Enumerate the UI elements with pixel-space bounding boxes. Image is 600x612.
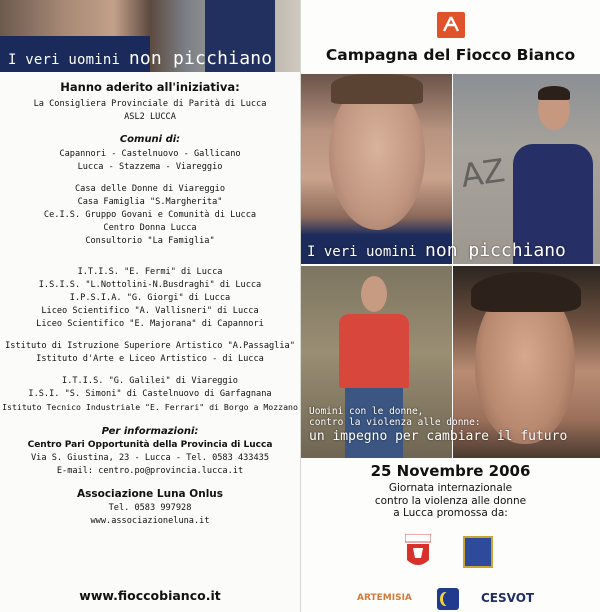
info-email[interactable]: E-mail: centro.po@provincia.lucca.it [56, 466, 244, 476]
desc-line: a Lucca promossa da: [393, 507, 508, 519]
school-item: Istituto di Istruzione Superiore Artistico "A.Passaglia" [5, 341, 295, 351]
desc-line: contro la violenza alle donne [374, 494, 527, 507]
luna-name: Associazione Luna Onlus [76, 488, 224, 500]
campaign-title: Campagna del Fiocco Bianco [325, 46, 576, 64]
adhered-line: La Consigliera Provinciale di Parità di Lucca [33, 99, 267, 109]
regione-toscana-logo-icon [405, 534, 431, 570]
right-panel [301, 0, 600, 612]
graffiti-text: AZ [458, 151, 508, 195]
photo-man-arms-crossed [453, 74, 600, 264]
caption-line-3: un impegno per cambiare il futuro [309, 429, 568, 444]
school-item: Istituto Tecnico Industriale "E. Ferrari" di Borgo a Mozzano [2, 402, 298, 412]
association-item: Ce.I.S. Gruppo Govani e Comunità di Lucca [43, 210, 257, 220]
tshirt-shape [339, 314, 409, 388]
comuni-line: Lucca - Stazzema - Viareggio [77, 162, 223, 172]
luna-tel: Tel. 0583 997928 [108, 503, 192, 513]
event-date: 25 Novembre 2006 [370, 462, 531, 480]
right-slogan [307, 240, 566, 261]
info-org: Centro Pari Opportunità della Provincia di Lucca [27, 440, 273, 450]
caption-line-1: Uomini con le donne, [309, 406, 424, 417]
luna-web[interactable]: www.associazioneluna.it [90, 516, 210, 526]
footer-url[interactable]: www.fioccobianco.it [79, 588, 221, 603]
comuni-line: Capannori - Castelnuovo - Gallicano [59, 149, 241, 159]
right-slogan-small: I veri uomini [307, 244, 417, 260]
schools-list-3 [0, 375, 300, 414]
left-slogan [8, 48, 272, 69]
schools-list-2 [0, 340, 300, 366]
school-item: I.S.I.S. "L.Nottolini-N.Busdraghi" di Lucca [38, 280, 262, 290]
info-heading: Per informazioni: [101, 426, 199, 437]
hair-shape [331, 74, 423, 104]
school-item: Istituto d'Arte e Liceo Artistico - di Lucca [36, 354, 264, 364]
left-header-photo [0, 0, 300, 72]
school-item: I.P.S.I.A. "G. Giorgi" di Lucca [69, 293, 231, 303]
school-item: I.T.I.S. "G. Galilei" di Viareggio [62, 376, 238, 386]
desc-line: Giornata internazionale [388, 482, 513, 494]
school-item: I.S.I. "S. Simoni" di Castelnuovo di Garfagnana [28, 389, 272, 399]
caption-line-2: contro la violenza alle donne: [309, 417, 481, 428]
comuni-heading: Comuni di: [119, 134, 181, 145]
associations-list [0, 183, 300, 248]
left-body [0, 80, 300, 528]
left-slogan-big: non picchiano [128, 48, 273, 69]
hair-shape [471, 272, 581, 312]
head-shape [361, 276, 387, 312]
luna-moon-logo-icon [437, 588, 459, 610]
schools-list-1 [0, 266, 300, 331]
fiocco-logo-icon [437, 12, 465, 38]
photo-man-closeup [301, 74, 452, 264]
association-item: Casa delle Donne di Viareggio [74, 184, 226, 194]
adhered-heading: Hanno aderito all'iniziativa: [60, 80, 240, 94]
right-slogan-big: non picchiano [425, 240, 566, 261]
adhered-line: ASL2 LUCCA [124, 112, 176, 122]
hair-shape [538, 86, 570, 100]
adhered-list [0, 98, 300, 124]
school-item: Liceo Scientifico "A. Vallisneri" di Lucca [41, 306, 259, 316]
association-item: Consultorio "La Famiglia" [85, 236, 215, 246]
sponsor-logos [301, 586, 600, 612]
school-item: Liceo Scientifico "E. Majorana" di Capannori [36, 319, 264, 329]
photo-caption [309, 406, 567, 446]
info-address: Via S. Giustina, 23 - Lucca - Tel. 0583 433435 [31, 453, 269, 463]
cesvot-logo: CESVOT [481, 591, 535, 605]
association-item: Casa Famiglia "S.Margherita" [77, 197, 223, 207]
artemisia-logo: ARTEMISIA [357, 593, 412, 603]
school-item: I.T.I.S. "E. Fermi" di Lucca [77, 267, 223, 277]
left-slogan-small: I veri uomini [8, 52, 121, 68]
association-item: Centro Donna Lucca [103, 223, 197, 233]
provincia-lucca-logo-icon [463, 536, 493, 568]
event-description [301, 482, 600, 520]
comuni-list [0, 148, 300, 174]
